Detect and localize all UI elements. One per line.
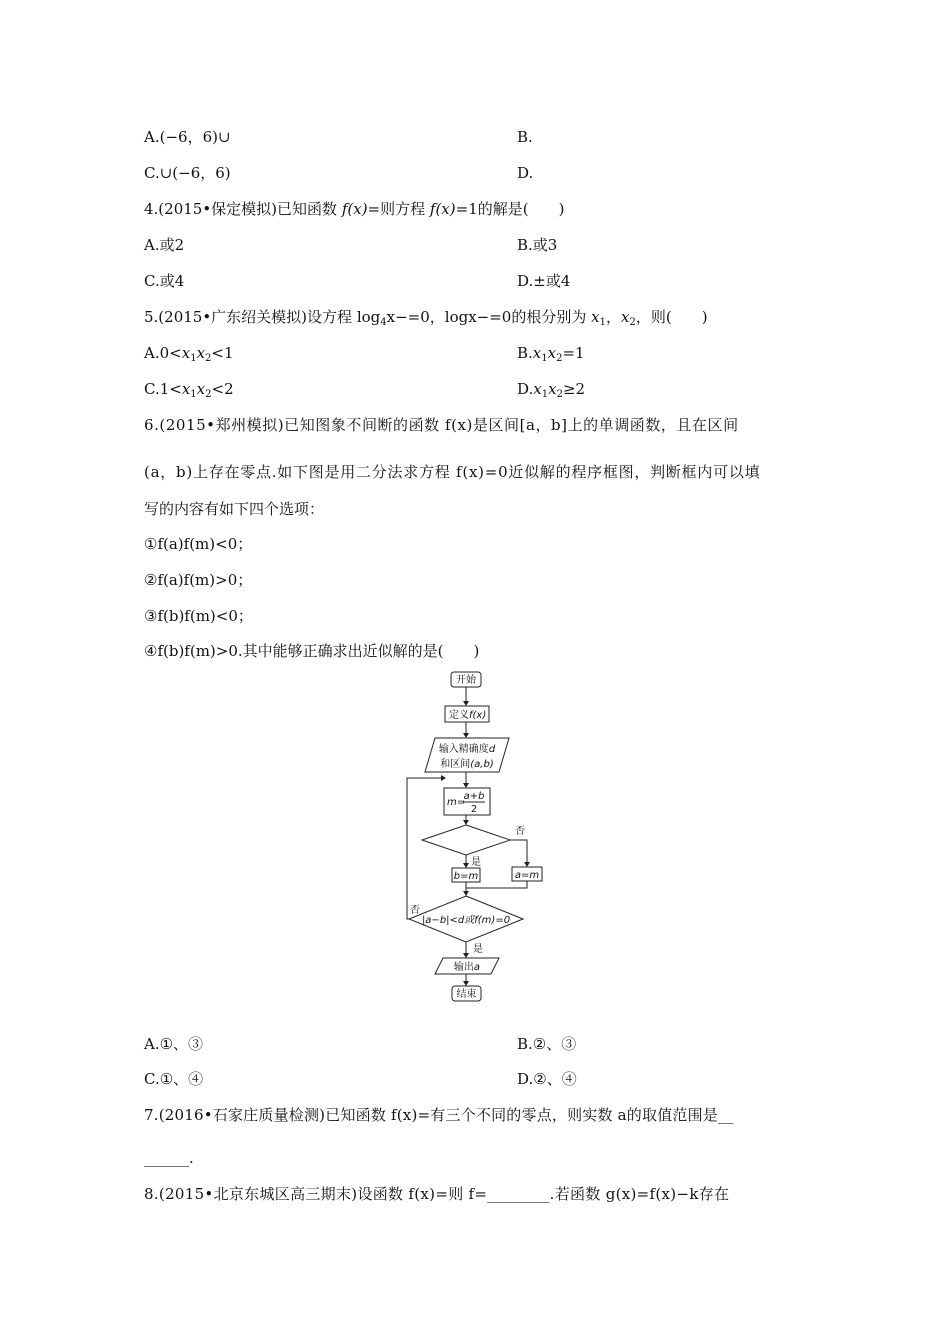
flow-arrowhead-4 (463, 820, 469, 825)
flow-midpoint-lhs: m= (447, 797, 466, 808)
q5-log-base: 4 (380, 317, 387, 328)
flow-yes-label-1: 是 (471, 857, 481, 868)
q6-option-b: B.②、③ (517, 1035, 577, 1053)
q5-opt-b-sub2: 2 (556, 353, 563, 364)
flow-arrowhead-yes (463, 863, 469, 868)
flow-loop-back-line (407, 778, 444, 919)
flow-output-a: a (473, 962, 481, 973)
q5-option-d (517, 379, 585, 399)
q5-opt-b-x1: x (532, 344, 542, 362)
q5-stem: 5.(2015•广东绍关模拟)设方程 $\log_4x-=0$，logx−=0的根分别为 $x_1$，$x_2$，则( ) (144, 308, 708, 328)
q5-opt-b-sub1: 1 (541, 353, 548, 364)
q6-item-2: ②f(a)f(m)>0； (144, 571, 253, 589)
q5-stem-suffix: ，则( ) (635, 308, 708, 326)
q5-log: log (356, 308, 381, 326)
q4-option-c: C.或4 (144, 272, 185, 290)
q5-opt-b-x2: x (547, 344, 557, 362)
bisection-flowchart (395, 668, 545, 1006)
q6-option-a: A.①、③ (144, 1035, 204, 1053)
q5-opt-b-pre: B. (517, 344, 533, 362)
q6-stem-line-3: 写的内容有如下四个选项： (144, 500, 325, 518)
q6-stem-line-1: 6.(2015•郑州模拟)已知图象不间断的函数 f(x)是区间[a，b]上的单调函数，且在区间 (144, 416, 739, 434)
flow-define-fx: f(x) (469, 710, 487, 721)
q5-opt-a-x1: x (181, 344, 191, 362)
flow-input-line2 (440, 757, 493, 770)
q5-opt-d-x1: x (533, 380, 542, 398)
flow-arrowhead-loop (441, 775, 446, 781)
q5-option-c (144, 379, 234, 399)
q4-option-d: D.±或4 (517, 272, 571, 290)
flow-decision-1 (422, 825, 510, 855)
flow-condition-label: |a−b|<d或f(m)=0 (421, 915, 511, 926)
flow-midpoint-num: a+b (463, 791, 485, 802)
flow-input-line1 (439, 742, 496, 755)
flow-arrowhead-1 (463, 701, 469, 706)
flow-no-label-1: 否 (515, 826, 525, 837)
q5-option-b (517, 343, 585, 363)
q6-item-4: ④f(b)f(m)>0.其中能够正确求出近似解的是( ) (144, 642, 480, 660)
flow-input-ab: (a,b) (470, 759, 494, 770)
flow-yes-label-2: 是 (473, 944, 483, 955)
q5-opt-a-pre: A.0< (144, 344, 182, 362)
q7-stem-line-2: ______. (144, 1149, 194, 1167)
q5-opt-c-pre: C.1< (144, 380, 182, 398)
flow-output-label (454, 960, 480, 973)
flow-arrowhead-no (524, 862, 530, 867)
q5-opt-a-sub1: 1 (190, 353, 197, 364)
q3-option-b: B. (517, 128, 533, 146)
q6-option-d: D.②、④ (517, 1070, 577, 1088)
q4-stem-prefix: 4.(2015•保定模拟)已知函数 (144, 200, 338, 218)
q5-opt-a-post: <1 (211, 344, 234, 362)
flow-input-text1: 输入精确度 (438, 744, 489, 755)
q5-opt-d-sub2: 2 (556, 389, 563, 400)
q5-eq1 (357, 308, 445, 326)
q6-item-1: ①f(a)f(m)<0； (144, 535, 253, 553)
q3-option-a: A.(−6，6)∪ (144, 128, 231, 146)
q4-fx-2: f(x) (429, 200, 456, 218)
q5-sub-1: 1 (599, 317, 606, 328)
q4-option-b: B.或3 (517, 236, 558, 254)
q5-eq1-rest: x−=0， (386, 308, 445, 326)
q5-opt-d-sub1: 1 (541, 389, 549, 400)
q7-stem-line-1: 7.(2016•石家庄质量检测)已知函数 f(x)=有三个不同的零点，则实数 a的取值范围是__ (144, 1106, 734, 1124)
q5-opt-c-sub1: 1 (190, 389, 197, 400)
flow-midpoint-den: 2 (470, 804, 478, 815)
flow-end-label: 结束 (456, 989, 477, 1000)
q5-sub-2: 2 (629, 317, 636, 328)
flow-b-assign-label: b=m (453, 871, 479, 882)
flow-arrowhead-6 (463, 953, 469, 958)
q8-stem-line-1: 8.(2015•北京东城区高三期末)设函数 f(x)=则 f=________.若函数 g(x)=f(x)−k存在 (144, 1185, 730, 1203)
q6-item-3: ③f(b)f(m)<0； (144, 607, 253, 625)
flow-arrowhead-5 (463, 891, 469, 896)
q3-option-d: D. (517, 164, 534, 182)
q5-root-x2: x (621, 308, 630, 326)
q5-eq2: logx−=0的根分别为 (444, 308, 587, 326)
flow-define-text: 定义 (449, 710, 469, 721)
q6-option-c: C.①、④ (144, 1070, 204, 1088)
flow-arrowhead-2 (463, 733, 469, 738)
flow-output-text: 输出 (453, 962, 474, 973)
q4-option-a: A.或2 (144, 236, 185, 254)
q3-option-c: C.∪(−6，6) (144, 164, 231, 182)
q5-opt-b-post: =1 (562, 344, 585, 362)
q5-opt-c-sub2: 2 (205, 389, 212, 400)
flow-start-label: 开始 (456, 675, 476, 686)
q5-root-x1: x (591, 308, 600, 326)
q5-opt-d-pre: D. (517, 380, 534, 398)
q4-stem (144, 199, 564, 219)
q5-opt-d-post: ≥2 (562, 380, 586, 398)
q4-stem-suffix: =1的解是( ) (455, 200, 565, 218)
flow-arrowhead-7 (463, 981, 469, 986)
q5-opt-a-sub2: 2 (205, 353, 212, 364)
q5-opt-d-x2: x (548, 380, 557, 398)
q4-fx: f(x) (341, 200, 368, 218)
flow-no-label-2: 否 (410, 905, 420, 916)
q5-stem-prefix: 5.(2015•广东绍关模拟)设方程 (144, 308, 353, 326)
q5-opt-c-post: <2 (211, 380, 234, 398)
flow-define-label (449, 709, 486, 721)
flow-input-text2: 和区间 (440, 759, 471, 770)
flow-input-d: d (488, 744, 496, 755)
q4-stem-mid: =则方程 (367, 200, 426, 218)
flow-a-assign-label: a=m (514, 870, 540, 881)
q5-option-a (144, 343, 234, 363)
flow-no-branch-line (510, 840, 527, 865)
flow-arrowhead-3 (463, 783, 469, 788)
q5-opt-c-x1: x (181, 380, 191, 398)
q5-opt-c-x2: x (196, 380, 206, 398)
q6-stem-line-2: (a，b)上存在零点.如下图是用二分法求方程 f(x)=0近似解的程序框图，判断框内可以填 (144, 463, 761, 481)
q5-opt-a-x2: x (196, 344, 206, 362)
